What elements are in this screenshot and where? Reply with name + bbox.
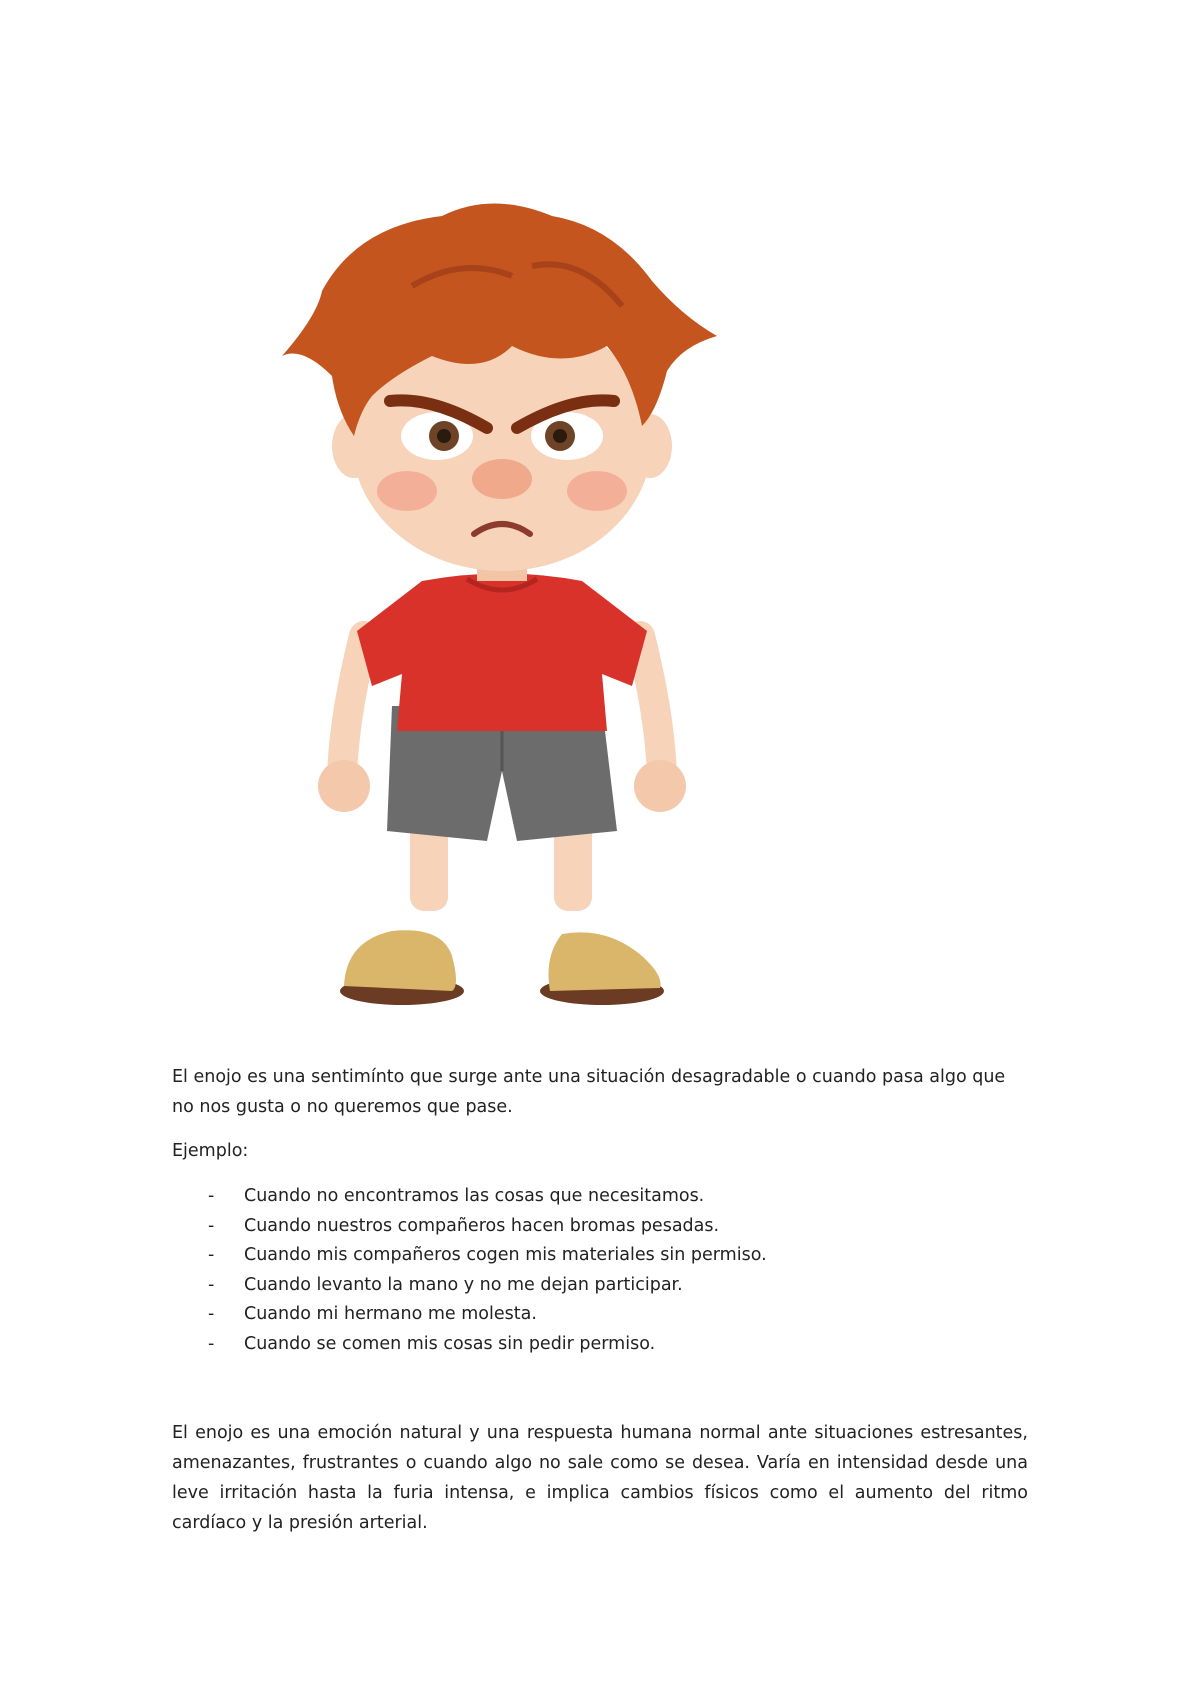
list-item (172, 1241, 1028, 1271)
list-item-text: Cuando mi hermano me molesta. (244, 1304, 537, 1324)
list-marker: - (208, 1333, 215, 1354)
list-item-text: Cuando se comen mis cosas sin pedir permiso. (244, 1333, 656, 1354)
list-item-text: Cuando no encontramos las cosas que necesitamos. (244, 1186, 705, 1206)
list-marker: - (208, 1215, 215, 1236)
left-arm (342, 636, 364, 776)
closing-paragraph: El enojo es una emoción natural y una respuesta humana normal ante situaciones estresantes, amenazantes, frustrantes o cuando algo no sale como se desea. Varía en intensidad desde una leve irritación hasta la furia intensa, e implica cambios físicos como el aumento del ritmo cardíaco y la presión arterial. (172, 1423, 1028, 1533)
list-item (172, 1212, 1028, 1242)
right-arm (640, 636, 662, 776)
list-item (172, 1271, 1028, 1301)
list-item (172, 1300, 1028, 1330)
list-item-text: Cuando levanto la mano y no me dejan participar. (244, 1274, 683, 1295)
nose (472, 459, 532, 499)
intro-paragraph: El enojo es una sentimínto que surge ante una situación desagradable o cuando pasa algo que no nos gusta o no queremos que pase. (172, 1067, 1006, 1117)
list-marker: - (208, 1245, 215, 1265)
left-shoe (344, 930, 456, 991)
example-label: Ejemplo: (172, 1141, 249, 1161)
list-marker: - (208, 1304, 215, 1324)
right-shoe (549, 932, 661, 991)
example-list (172, 1182, 1028, 1359)
list-item (172, 1182, 1028, 1212)
angry-boy-illustration (262, 196, 742, 1026)
list-item-text: Cuando mis compañeros cogen mis materiales sin permiso. (244, 1245, 767, 1265)
list-marker: - (208, 1274, 215, 1295)
right-fist (634, 760, 686, 812)
red-shirt (357, 574, 647, 732)
left-fist (318, 760, 370, 812)
list-item (172, 1330, 1028, 1360)
list-marker: - (208, 1186, 215, 1206)
list-item-text: Cuando nuestros compañeros hacen bromas pesadas. (244, 1215, 720, 1236)
